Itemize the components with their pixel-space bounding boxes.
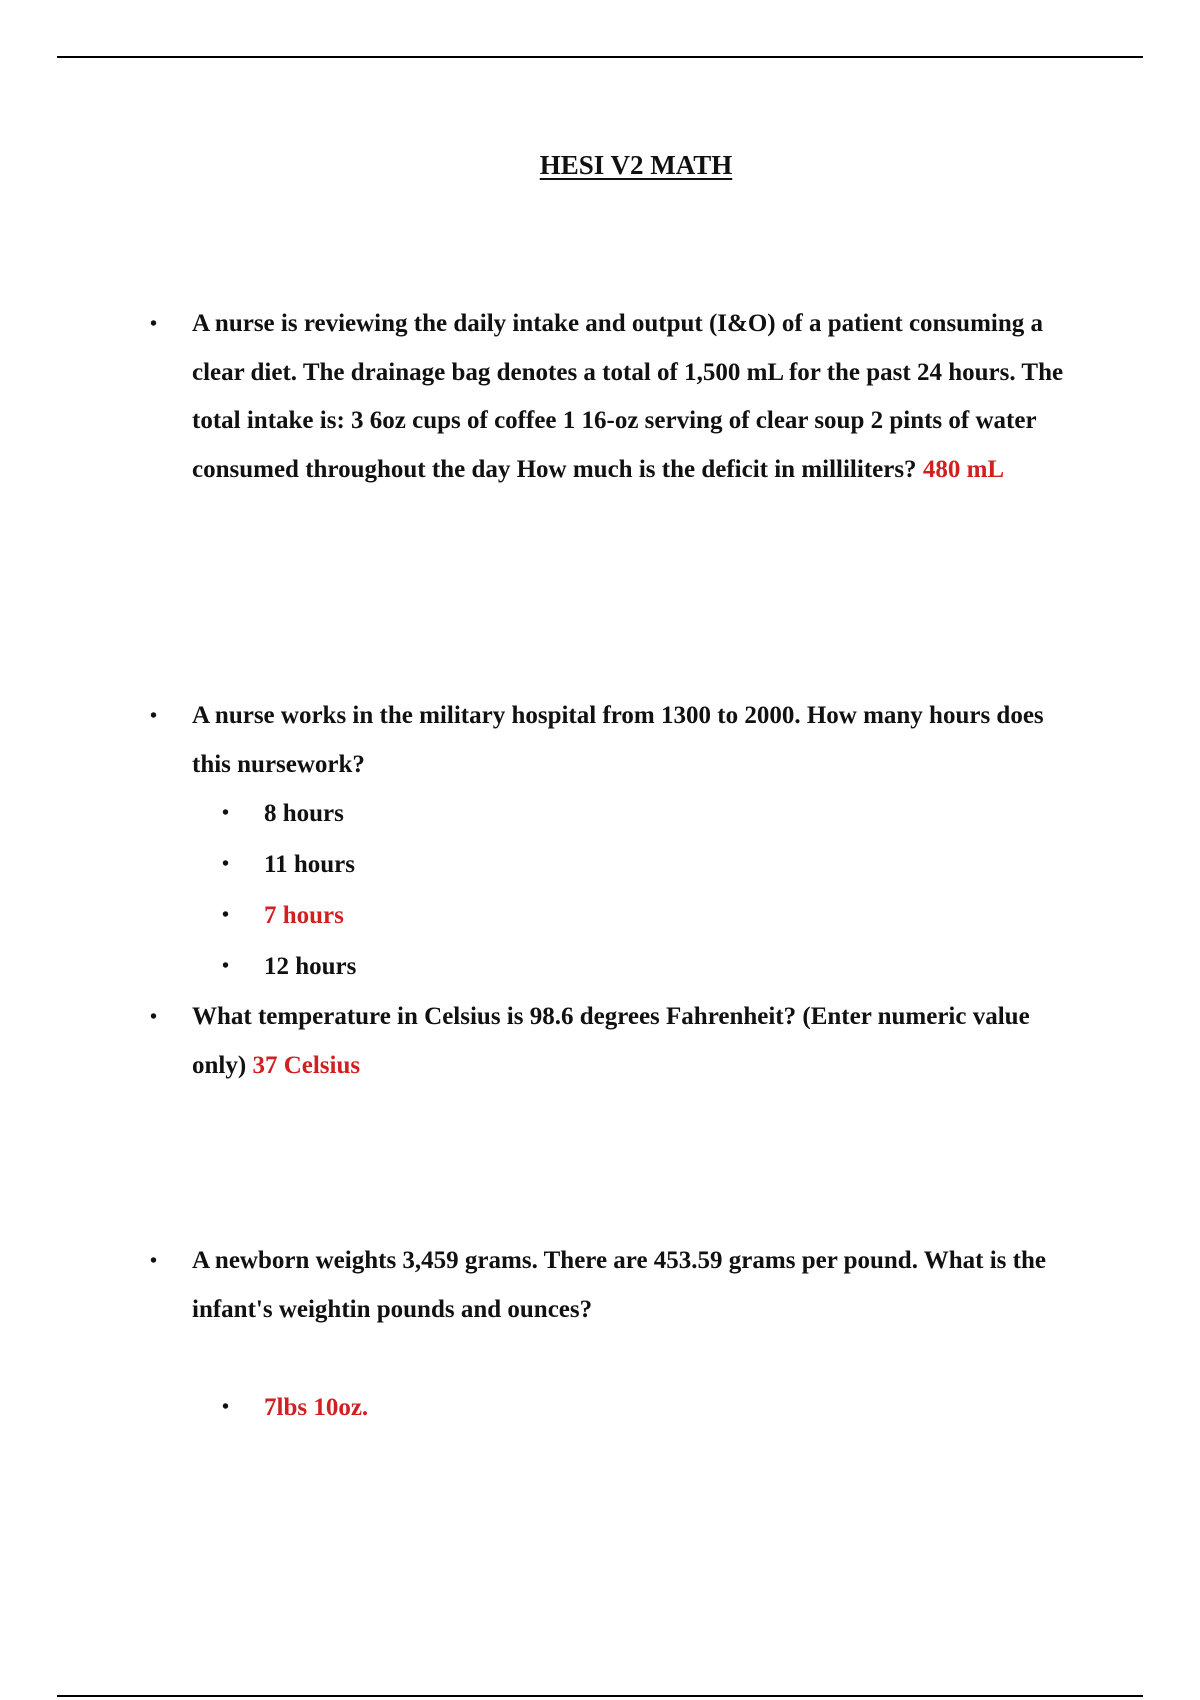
question-3-text: What temperature in Celsius is 98.6 degrees Fahrenheit? (Enter numeric value only) [192,1003,1030,1079]
bullet-icon: • [150,705,158,727]
question-1-text: A nurse is reviewing the daily intake and output (I&O) of a patient consuming a clear diet. The drainage bag denotes a total of 1,500 mL for the past 24 hours. The total intake is: 3 6oz cups of coffee 1 16-oz serving of clear soup 2 pints of water consumed throughout the day How much is the deficit in milliliters? [192,310,1064,483]
bullet-icon: • [222,955,230,977]
question-4-answer-list [222,1382,368,1433]
bullet-icon: • [222,904,230,926]
question-text [192,993,1080,1090]
bullet-icon: • [150,1006,158,1028]
question-4-answer: 7lbs 10oz. [264,1394,369,1421]
option-label: 11 hours [264,851,356,878]
question-4 [150,1237,1080,1334]
question-2-options [222,788,356,992]
question-3-answer: 37 Celsius [252,1051,361,1079]
page-title: HESI V2 MATH [539,150,733,180]
bullet-icon: • [150,1250,158,1272]
top-rule [57,56,1143,58]
option-item-correct [222,890,356,941]
answer-item [222,1382,368,1433]
question-3 [150,993,1080,1090]
bottom-rule [57,1695,1143,1697]
question-1-answer: 480 mL [922,455,1005,483]
bullet-icon: • [222,802,230,824]
bullet-icon: • [222,853,230,875]
option-item [222,839,356,890]
question-2 [150,692,1080,789]
option-label: 12 hours [264,953,357,980]
bullet-icon: • [150,313,158,335]
question-4-text: A newborn weights 3,459 grams. There are 453.59 grams per pound. What is the infant's weightin pounds and ounces? [192,1247,1046,1323]
option-item [222,941,356,992]
option-label: 8 hours [264,800,344,827]
option-label-correct: 7 hours [264,902,344,929]
question-text [192,300,1080,494]
question-1 [150,300,1080,494]
bullet-icon: • [222,1396,230,1418]
option-item [222,788,356,839]
question-2-text: A nurse works in the military hospital from 1300 to 2000. How many hours does this nursework? [192,702,1044,778]
